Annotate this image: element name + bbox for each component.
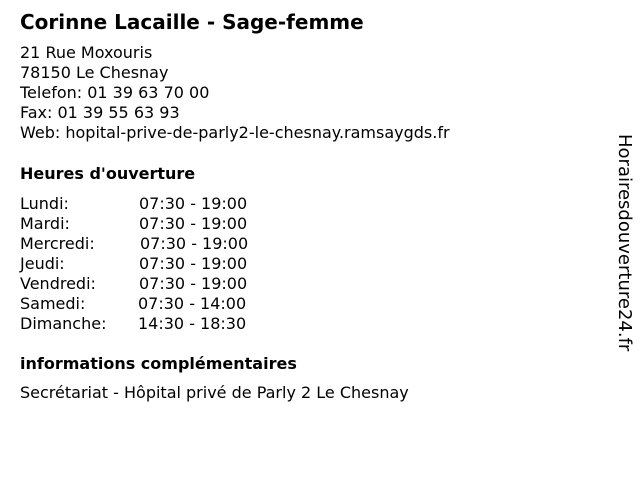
day-label: Mercredi: (20, 234, 95, 253)
day-label: Samedi: (20, 294, 86, 313)
time-range: 07:30 - 14:00 (138, 294, 247, 313)
time-range: 07:30 - 19:00 (140, 234, 249, 253)
additional-info-text: Secrétariat - Hôpital privé de Parly 2 Le Chesnay (20, 383, 409, 402)
hours-row-tuesday (20, 214, 340, 234)
day-label: Vendredi: (20, 274, 96, 293)
time-range: 14:30 - 18:30 (138, 314, 247, 333)
time-range: 07:30 - 19:00 (139, 214, 248, 233)
hours-row-wednesday (20, 234, 340, 254)
hours-row-sunday (20, 314, 340, 334)
time-range: 07:30 - 19:00 (139, 194, 248, 213)
city-postcode: 78150 Le Chesnay (20, 63, 169, 82)
day-label: Jeudi: (20, 254, 65, 273)
fax-number: Fax: 01 39 55 63 93 (20, 103, 180, 122)
street-address: 21 Rue Moxouris (20, 43, 153, 62)
time-range: 07:30 - 19:00 (139, 274, 248, 293)
site-brand-vertical: Horairesdouverture24.fr (614, 134, 635, 352)
page-title: Corinne Lacaille - Sage-femme (20, 10, 364, 34)
hours-row-thursday (20, 254, 340, 274)
phone-number: Telefon: 01 39 63 70 00 (20, 83, 210, 102)
day-label: Lundi: (20, 194, 69, 213)
address-block (20, 43, 450, 143)
day-label: Mardi: (20, 214, 70, 233)
website-link: Web: hopital-prive-de-parly2-le-chesnay.ramsaygds.fr (20, 123, 450, 142)
time-range: 07:30 - 19:00 (139, 254, 248, 273)
additional-info-heading: informations complémentaires (20, 354, 297, 373)
hours-row-monday (20, 194, 340, 214)
opening-hours-table (20, 194, 340, 334)
day-label: Dimanche: (20, 314, 107, 333)
opening-hours-heading: Heures d'ouverture (20, 164, 196, 183)
hours-row-friday (20, 274, 340, 294)
hours-row-saturday (20, 294, 340, 314)
